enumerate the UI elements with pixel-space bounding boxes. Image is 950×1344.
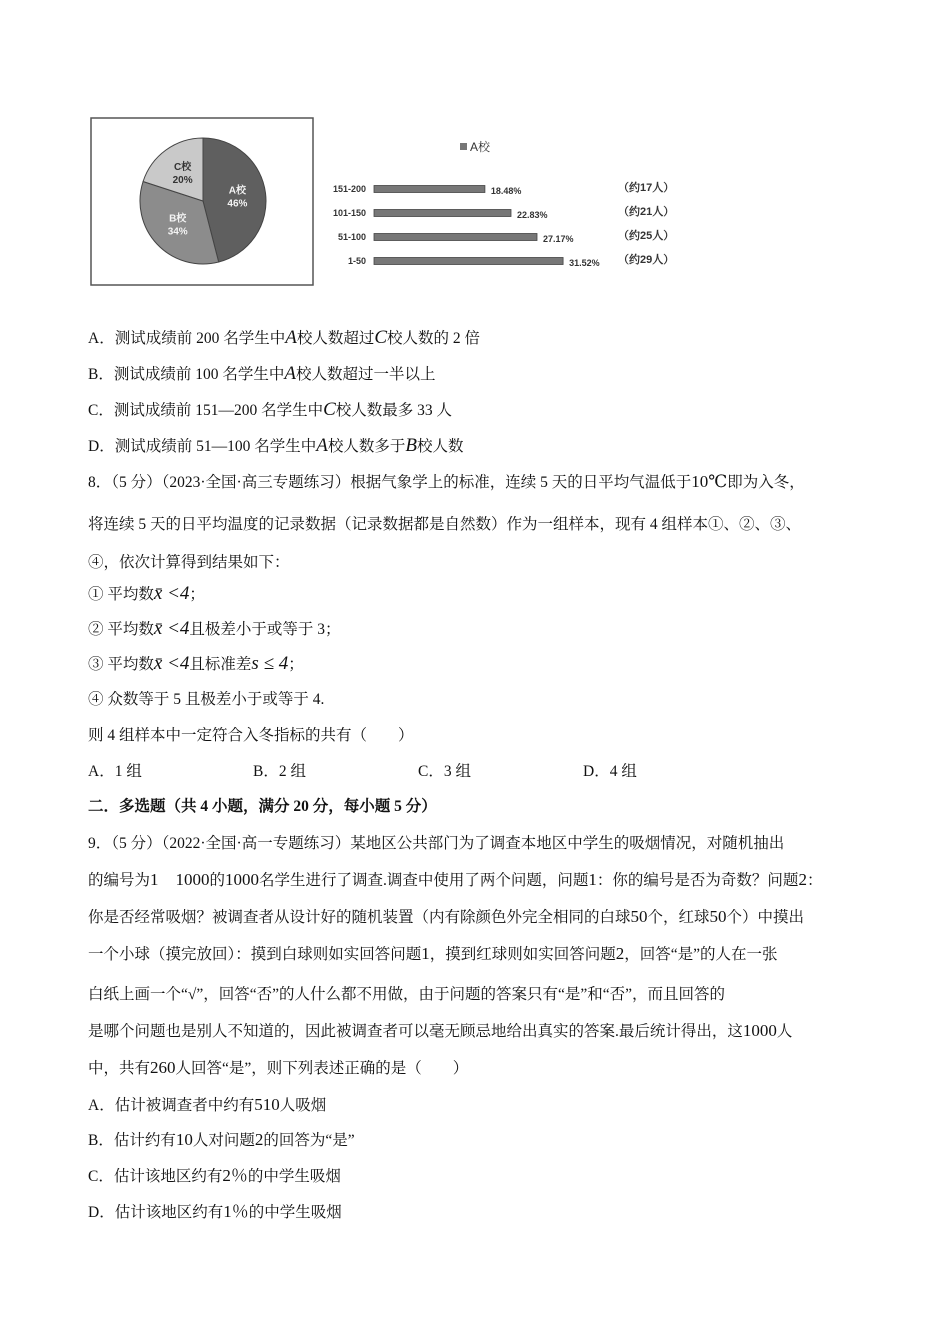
q7-option-a: A．测试成绩前 200 名学生中A校人数超过C校人数的 2 倍 (88, 327, 481, 348)
pie-chart (140, 138, 266, 264)
q8-option-c: C．3 组 (418, 763, 471, 780)
pie-slice-label: A校 (228, 185, 247, 197)
q8-condition-3: ③ 平均数x̄ <4且标准差s ≤ 4； (88, 653, 304, 674)
q7-option-c: C．测试成绩前 151—200 名学生中C校人数最多 33 人 (88, 399, 453, 420)
q8-line-2: 将连续 5 天的日平均温度的记录数据（记录数据都是自然数）作为一组样本，现有 4 组样本①、②、③、 (88, 516, 802, 533)
q8-question: 则 4 组样本中一定符合入冬指标的共有（ ） (88, 727, 414, 744)
q9-line-5: 白纸上画一个“√”，回答“否”的人什么都不用做，由于问题的答案只有“是”和“否”，而且回答的 (88, 986, 726, 1003)
pie-slice-percent: 46% (227, 198, 248, 210)
pie-slice-percent: 34% (167, 226, 188, 238)
pie-slice-percent: 20% (172, 175, 193, 186)
bar-annotation: （约25人） (618, 230, 675, 242)
legend-swatch (460, 143, 467, 150)
pie-slice-label: B校 (169, 213, 187, 225)
q9-line-4: 一个小球（摸完放回）：摸到白球则如实回答问题1，摸到红球则如实回答问题2，回答“是”的人在一张 (88, 944, 778, 963)
figure (0, 0, 950, 300)
q8-option-b: B．2 组 (253, 763, 306, 780)
q9-option-b: B．估计约有10人对问题2的回答为“是” (88, 1130, 355, 1149)
q9-option-a: A．估计被调查者中约有510人吸烟 (88, 1095, 327, 1114)
bar-chart (333, 139, 674, 268)
bar-value-label: 22.83% (517, 210, 548, 220)
bar-value-label: 18.48% (490, 186, 522, 196)
bar (374, 210, 511, 217)
bar-category-label: 1-50 (347, 256, 366, 266)
q9-option-d: D．估计该地区约有1％的中学生吸烟 (88, 1202, 342, 1221)
q8-condition-4: ④ 众数等于 5 且极差小于或等于 4. (88, 691, 325, 708)
bar-category-label: 101-150 (332, 208, 366, 218)
bar-annotation: （约29人） (618, 254, 675, 266)
bar (374, 234, 537, 241)
q8-condition-1: ① 平均数x̄ <4； (88, 583, 205, 604)
bar (374, 186, 485, 193)
q9-option-c: C．估计该地区约有2％的中学生吸烟 (88, 1166, 341, 1185)
q9-line-3: 你是否经常吸烟？被调查者从设计好的随机装置（内有除颜色外完全相同的白球50个，红球50个）中摸出 (88, 907, 805, 926)
legend-label: A校 (470, 140, 491, 154)
q9-line-1: 9．（5 分）（2022·全国·高一专题练习）某地区公共部门为了调查本地区中学生的吸烟情况，对随机抽出 (88, 835, 785, 852)
bar (374, 258, 563, 265)
q9-line-2: 的编号为1 1000的1000名学生进行了调查.调查中使用了两个问题，问题1：你的编号是否为奇数？问题2： (88, 870, 823, 889)
q8-line-1: 8．（5 分）（2023·全国·高三专题练习）根据气象学上的标准，连续 5 天的日平均气温低于10℃即为入冬， (88, 472, 805, 491)
q7-option-b: B．测试成绩前 100 名学生中A校人数超过一半以上 (88, 363, 436, 384)
bar-value-label: 27.17% (543, 234, 574, 244)
bar-category-label: 151-200 (332, 184, 366, 194)
q8-option-a: A．1 组 (88, 763, 142, 780)
q8-condition-2: ② 平均数x̄ <4且极差小于或等于 3； (88, 618, 341, 639)
q7-option-d: D．测试成绩前 51—100 名学生中A校人数多于B校人数 (88, 435, 464, 456)
q9-line-7: 中，共有260人回答“是”，则下列表述正确的是（ ） (88, 1058, 469, 1077)
section-heading: 二．多选题（共 4 小题，满分 20 分，每小题 5 分） (88, 798, 437, 815)
bar-category-label: 51-100 (337, 232, 366, 242)
bar-value-label: 31.52% (569, 258, 600, 268)
bar-annotation: （约17人） (618, 182, 675, 194)
bar-annotation: （约21人） (618, 206, 675, 218)
q8-option-d: D．4 组 (583, 763, 637, 780)
q9-line-6: 是哪个问题也是别人不知道的，因此被调查者可以毫无顾忌地给出真实的答案.最后统计得出，这1000人 (88, 1021, 793, 1040)
q8-line-3: ④，依次计算得到结果如下： (88, 554, 290, 571)
pie-slice-label: C校 (173, 162, 192, 173)
